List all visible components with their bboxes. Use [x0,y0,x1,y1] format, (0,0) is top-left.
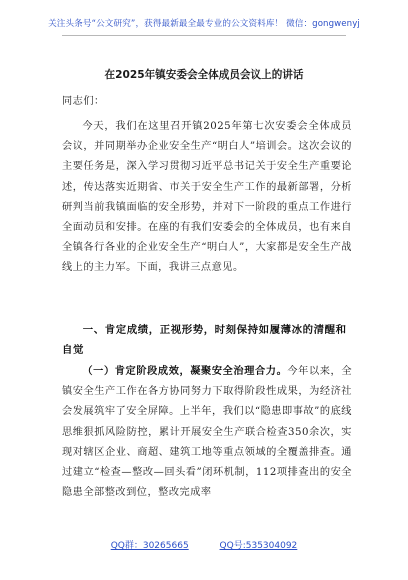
qq-number-link[interactable]: QQ号:535304092 [219,541,298,551]
promo-banner[interactable]: 关注头条号“公文研究”，获得最新最全最专业的公文资料库！ 微信：gongwenyj [48,19,360,29]
subheading-lead: （一）肯定阶段成效，凝聚安全治理合力。 [82,366,288,377]
footer-contacts [0,538,408,551]
paragraph-body: 今年以来，全镇安全生产工作在各方协同努力下取得阶段性成果，为经济社会发展筑牢了安全屏障。上半年，我们以“隐患即事故”的底线思维狠抓风险防控，累计开展安全生产联合检查350余次，实现对辖区企业、商超、建筑工地等重点领域的全覆盖排查。通过建立“检查—整改—回头看”闭环机制，112项排查出的安全隐患全部整改到位，整改完成率 [62,366,353,499]
qq-group-link[interactable]: QQ群：30265665 [110,541,189,551]
section-heading-1: 一、肯定成绩，正视形势，时刻保持如履薄冰的清醒和自觉 [62,324,347,357]
document-title: 在2025年镇安委会全体成员会议上的讲话 [104,69,304,81]
paragraph-section-1-1 [62,362,352,503]
header-divider [62,35,346,36]
paragraph-intro: 今天，我们在这里召开镇2025年第七次安委会全体成员会议，并同期举办企业安全生产“明白人”培训会。这次会议的主要任务是，深入学习贯彻习近平总书记关于安全生产重要论述，传达落实近期省、市关于安全生产工作的最新部署，分析研判当前我镇面临的安全形势，并对下一阶段的重点工作进行全面动员和安排。在座的有我们安委会的全体成员，也有来自全镇各行各业的企业安全生产“明白人”，大家都是安全生产战线上的主力军。下面，我讲三点意见。 [62,121,352,274]
salutation: 同志们： [62,96,105,107]
